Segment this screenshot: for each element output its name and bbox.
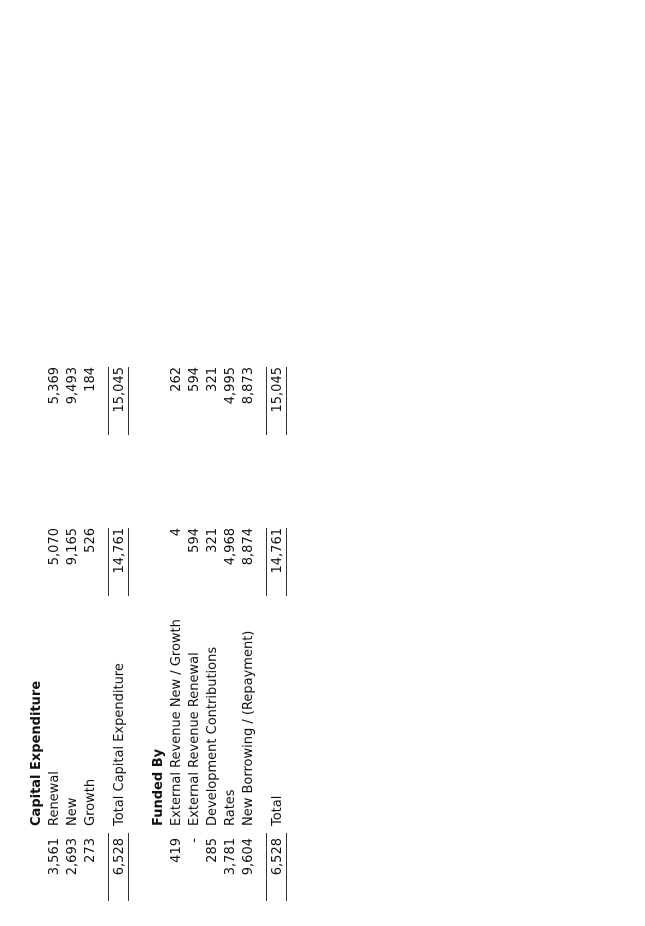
capex-growth-col-c: 184	[83, 367, 98, 392]
funded-dev-contrib-col-b: 321	[205, 528, 220, 553]
funded-total-col-a: 6,528	[270, 838, 285, 876]
capex-renewal-col-c: 5,369	[47, 367, 62, 405]
funded-total-rule-bottom-a	[286, 833, 287, 901]
funded-ext-renewal-col-c: 594	[187, 367, 202, 392]
capex-growth-label: Growth	[83, 778, 98, 826]
funded-ext-renewal-col-b: 594	[187, 528, 202, 553]
capex-new-col-a: 2,693	[65, 838, 80, 876]
capital-expenditure-heading: Capital Expenditure	[29, 680, 44, 826]
capex-total-col-a: 6,528	[112, 838, 127, 876]
funded-total-label: Total	[270, 795, 285, 826]
funded-rates-col-a: 3,781	[223, 838, 238, 876]
funded-ext-renewal-label: External Revenue Renewal	[187, 652, 202, 826]
capex-renewal-label: Renewal	[47, 771, 62, 826]
funded-total-col-c: 15,045	[270, 367, 285, 413]
funded-borrowing-col-b: 8,874	[241, 528, 256, 566]
capex-total-col-b: 14,761	[112, 528, 127, 574]
funded-dev-contrib-col-a: 285	[205, 838, 220, 863]
funded-ext-new-growth-col-c: 262	[169, 367, 184, 392]
capex-growth-col-a: 273	[83, 838, 98, 863]
funded-total-col-b: 14,761	[270, 528, 285, 574]
capex-total-rule-bottom-a	[128, 833, 129, 901]
funded-total-rule-bottom-c	[286, 367, 287, 435]
funded-borrowing-col-a: 9,604	[241, 838, 256, 876]
funded-rates-col-c: 4,995	[223, 367, 238, 405]
funded-dev-contrib-col-c: 321	[205, 367, 220, 392]
funded-total-rule-top-a	[266, 833, 267, 901]
funded-by-heading: Funded By	[151, 748, 166, 826]
capex-total-rule-bottom-c	[128, 367, 129, 435]
funded-total-rule-top-b	[266, 528, 267, 596]
funded-total-rule-bottom-b	[286, 528, 287, 596]
funded-total-rule-top-c	[266, 367, 267, 435]
funded-rates-col-b: 4,968	[223, 528, 238, 566]
funded-dev-contrib-label: Development Contributions	[205, 646, 220, 826]
funded-ext-renewal-col-a: -	[187, 838, 202, 843]
capex-total-rule-top-a	[108, 833, 109, 901]
funded-ext-new-growth-col-b: 4	[169, 528, 184, 537]
capex-renewal-col-a: 3,561	[47, 838, 62, 876]
capex-total-rule-top-b	[108, 528, 109, 596]
funded-borrowing-col-c: 8,873	[241, 367, 256, 405]
capex-total-col-c: 15,045	[112, 367, 127, 413]
capex-growth-col-b: 526	[83, 528, 98, 553]
capex-new-col-b: 9,165	[65, 528, 80, 566]
capex-new-label: New	[65, 797, 80, 826]
capex-total-label: Total Capital Expenditure	[112, 663, 127, 826]
capex-new-col-c: 9,493	[65, 367, 80, 405]
funded-borrowing-label: New Borrowing / (Repayment)	[241, 630, 256, 826]
funded-ext-new-growth-col-a: 419	[169, 838, 184, 863]
capex-renewal-col-b: 5,070	[47, 528, 62, 566]
funded-rates-label: Rates	[223, 789, 238, 826]
capex-total-rule-bottom-b	[128, 528, 129, 596]
capex-total-rule-top-c	[108, 367, 109, 435]
funded-ext-new-growth-label: External Revenue New / Growth	[169, 619, 184, 826]
